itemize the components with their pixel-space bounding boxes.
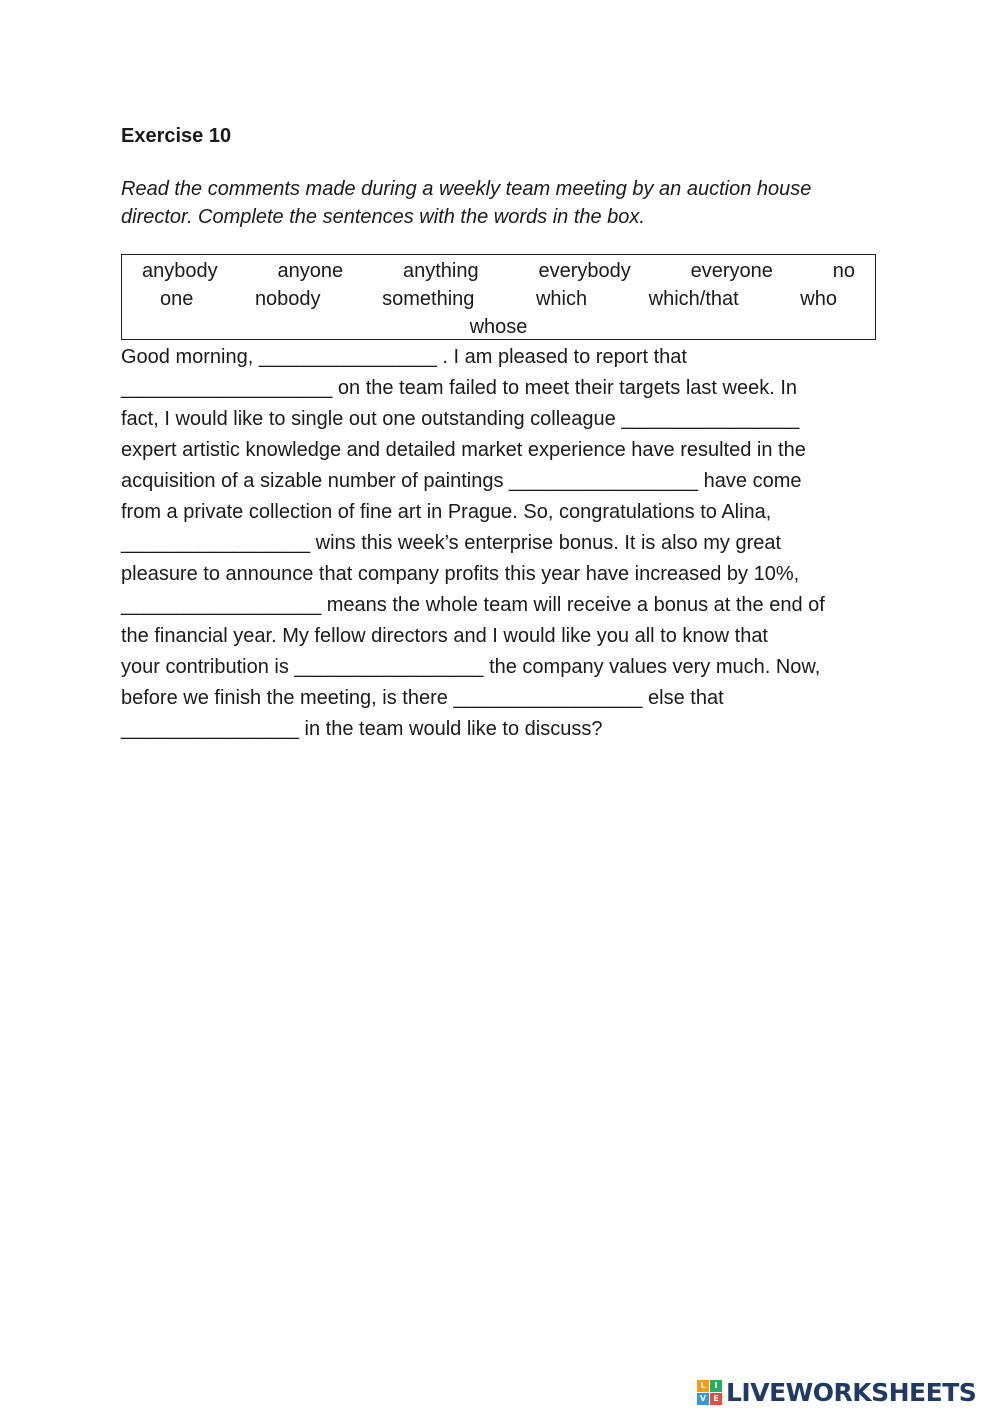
word-option: nobody <box>254 288 321 310</box>
word-option: everybody <box>538 260 631 282</box>
word-option: whose <box>469 316 528 338</box>
word-box <box>121 254 876 340</box>
instruction-line: director. Complete the sentences with the words in the box. <box>121 206 645 228</box>
word-option: one <box>160 288 194 310</box>
passage-line: _________________ wins this week’s enterprise bonus. It is also my great <box>121 532 782 554</box>
word-option: anybody <box>142 260 218 282</box>
passage-line: expert artistic knowledge and detailed market experience have resulted in the <box>121 439 806 461</box>
exercise-title: Exercise 10 <box>121 125 232 147</box>
word-option: no <box>832 260 855 282</box>
passage-line: pleasure to announce that company profits this year have increased by 10%, <box>121 563 800 585</box>
passage-line: Good morning, ________________ . I am pleased to report that <box>121 346 687 368</box>
passage-line: ________________ in the team would like to discuss? <box>121 718 603 740</box>
word-option: everyone <box>690 260 773 282</box>
passage-line: from a private collection of fine art in Prague. So, congratulations to Alina, <box>121 501 772 523</box>
word-option: which <box>535 288 588 310</box>
word-option: anything <box>402 260 479 282</box>
liveworksheets-logo-text: LIVEWORKSHEETS <box>726 1378 977 1407</box>
passage-line: your contribution is _________________ the company values very much. Now, <box>121 656 821 678</box>
passage-line: before we finish the meeting, is there _________________ else that <box>121 687 724 709</box>
exercise-instructions <box>121 175 881 231</box>
logo-tile: L <box>697 1380 709 1392</box>
liveworksheets-logo-icon <box>697 1380 723 1406</box>
word-option: anyone <box>277 260 344 282</box>
liveworksheets-logo[interactable] <box>697 1376 976 1410</box>
passage-line: the financial year. My fellow directors and I would like you all to know that <box>121 625 768 647</box>
word-option: something <box>382 288 475 310</box>
gap-fill-passage <box>121 342 891 745</box>
instruction-line: Read the comments made during a weekly team meeting by an auction house <box>121 178 812 200</box>
logo-tile: I <box>710 1380 722 1392</box>
passage-line: fact, I would like to single out one outstanding colleague ________________ <box>121 408 800 430</box>
word-box-row <box>160 286 837 312</box>
word-option: who <box>800 288 837 310</box>
word-box-row <box>142 314 855 340</box>
word-option: which/that <box>648 288 739 310</box>
logo-tile: E <box>710 1393 722 1405</box>
passage-line: __________________ means the whole team will receive a bonus at the end of <box>121 594 825 616</box>
passage-line: acquisition of a sizable number of paintings _________________ have come <box>121 470 802 492</box>
logo-tile: V <box>697 1393 709 1405</box>
passage-line: ___________________ on the team failed to meet their targets last week. In <box>121 377 798 399</box>
word-box-row <box>142 258 855 284</box>
